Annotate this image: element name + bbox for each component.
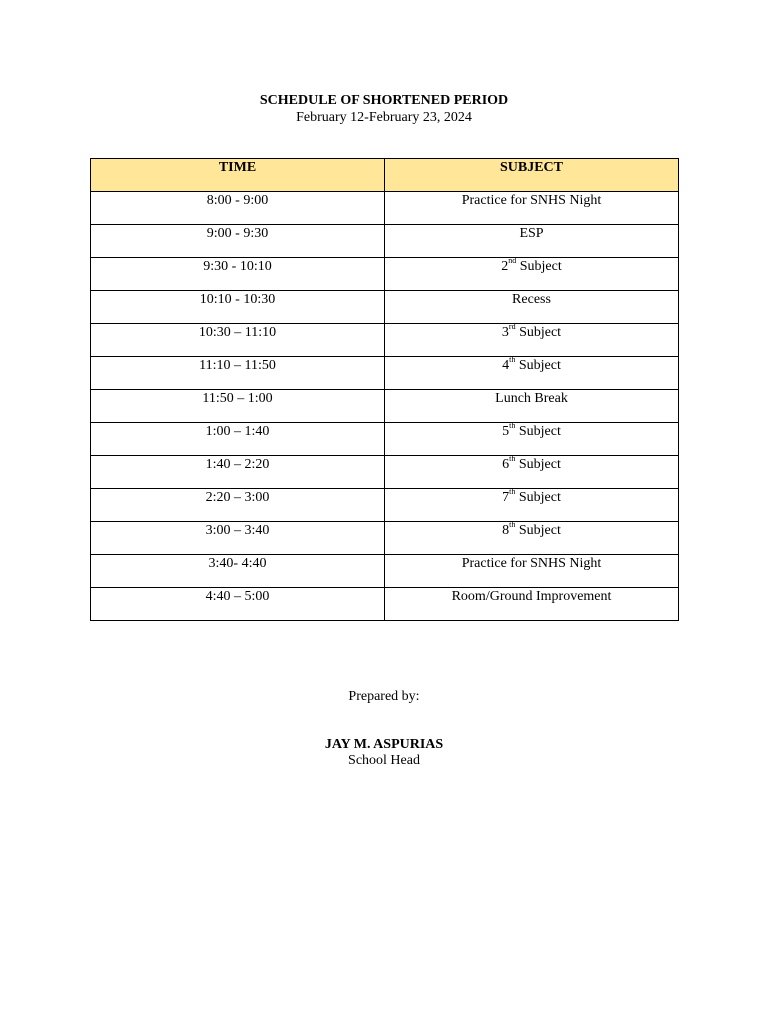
table-row: [91, 588, 679, 621]
subject-cell: [385, 522, 679, 555]
time-column-header: TIME: [91, 159, 385, 192]
subject-cell: Practice for SNHS Night: [385, 192, 679, 225]
table-row: [91, 258, 679, 291]
ordinal-suffix: th: [509, 487, 516, 497]
subject-label: Subject: [518, 358, 561, 373]
subject-cell: Room/Ground Improvement: [385, 588, 679, 621]
time-cell: 9:00 - 9:30: [91, 225, 385, 258]
time-cell: 4:40 – 5:00: [91, 588, 385, 621]
subject-cell: Practice for SNHS Night: [385, 555, 679, 588]
time-cell: 11:50 – 1:00: [91, 390, 385, 423]
ordinal-number: 4: [502, 358, 510, 373]
table-row: [91, 324, 679, 357]
time-cell: 1:00 – 1:40: [91, 423, 385, 456]
table-row: [91, 522, 679, 555]
time-cell: 3:00 – 3:40: [91, 522, 385, 555]
ordinal-suffix: nd: [508, 256, 517, 266]
signatory-name: JAY M. ASPURIAS: [324, 737, 444, 752]
subject-cell: [385, 456, 679, 489]
time-cell: 1:40 – 2:20: [91, 456, 385, 489]
subject-label: Subject: [518, 457, 561, 472]
subject-label: Subject: [519, 325, 562, 340]
ordinal-suffix: th: [509, 520, 516, 530]
subject-cell: [385, 423, 679, 456]
subject-label: Subject: [519, 259, 562, 274]
time-cell: 9:30 - 10:10: [91, 258, 385, 291]
signatory-block: [0, 737, 768, 769]
table-row: [91, 390, 679, 423]
schedule-table-body: [91, 192, 679, 621]
table-row: [91, 456, 679, 489]
ordinal-number: 3: [501, 325, 509, 340]
ordinal-suffix: th: [509, 355, 516, 365]
subject-cell: [385, 357, 679, 390]
subject-cell: [385, 324, 679, 357]
ordinal-suffix: th: [509, 454, 516, 464]
document-title: SCHEDULE OF SHORTENED PERIOD: [259, 93, 509, 108]
table-row: [91, 225, 679, 258]
subject-column-header: SUBJECT: [385, 159, 679, 192]
document-date-range: February 12-February 23, 2024: [296, 110, 472, 125]
time-cell: 10:10 - 10:30: [91, 291, 385, 324]
table-row: [91, 192, 679, 225]
ordinal-suffix: th: [509, 421, 516, 431]
prepared-by-label: Prepared by:: [348, 689, 420, 704]
ordinal-number: 5: [502, 424, 510, 439]
subject-label: Subject: [518, 424, 561, 439]
subject-cell: Recess: [385, 291, 679, 324]
table-header-row: [91, 159, 679, 192]
table-row: [91, 291, 679, 324]
ordinal-number: 6: [502, 457, 510, 472]
ordinal-number: 8: [502, 523, 510, 538]
subject-cell: [385, 489, 679, 522]
subject-cell: [385, 258, 679, 291]
ordinal-number: 7: [502, 490, 510, 505]
subject-label: Subject: [518, 523, 561, 538]
time-cell: 3:40- 4:40: [91, 555, 385, 588]
ordinal-suffix: rd: [508, 322, 516, 332]
time-cell: 2:20 – 3:00: [91, 489, 385, 522]
table-row: [91, 423, 679, 456]
subject-cell: ESP: [385, 225, 679, 258]
table-row: [91, 489, 679, 522]
time-cell: 10:30 – 11:10: [91, 324, 385, 357]
table-row: [91, 555, 679, 588]
time-cell: 11:10 – 11:50: [91, 357, 385, 390]
signatory-title: School Head: [348, 753, 420, 768]
subject-label: Subject: [518, 490, 561, 505]
subject-cell: Lunch Break: [385, 390, 679, 423]
schedule-table: [90, 158, 679, 621]
table-row: [91, 357, 679, 390]
document-header: [0, 92, 768, 126]
time-cell: 8:00 - 9:00: [91, 192, 385, 225]
ordinal-number: 2: [501, 259, 509, 274]
